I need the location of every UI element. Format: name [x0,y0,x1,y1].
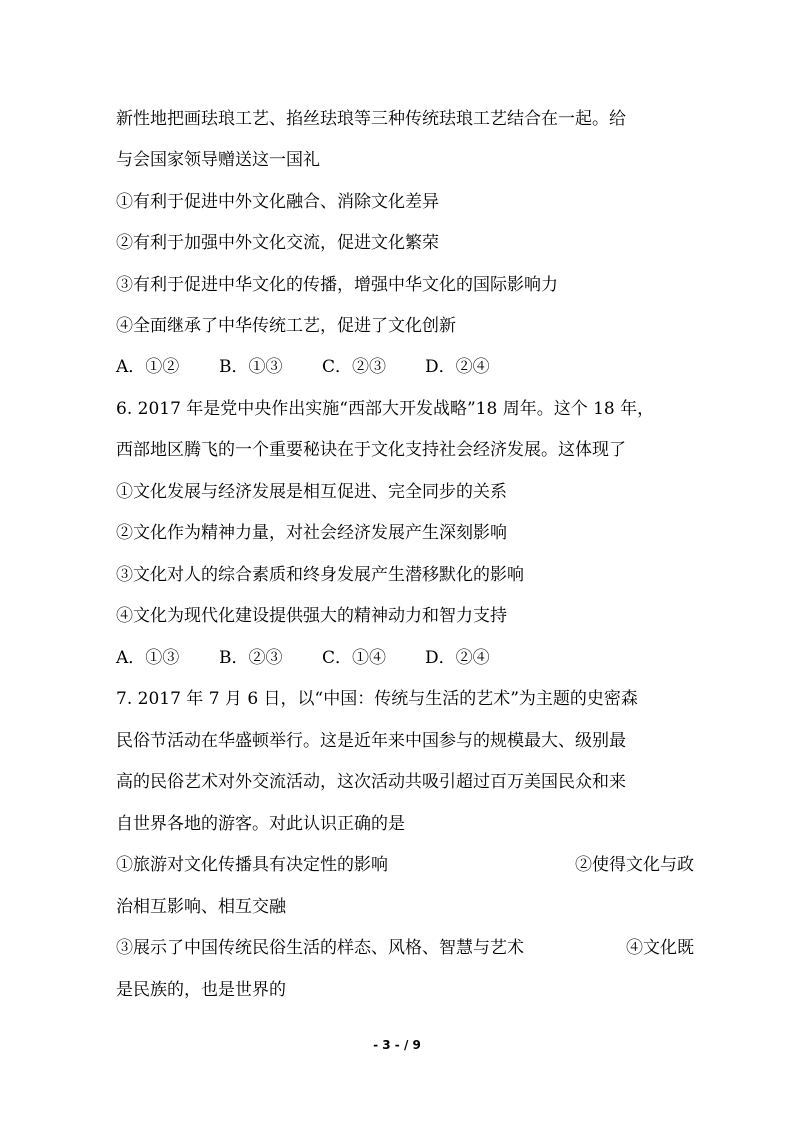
statement-3: ③有利于促进中华文化的传播，增强中华文化的国际影响力 [116,275,558,295]
page-number: - 3 - / 9 [373,1038,421,1052]
statement-4: ④全面继承了中华传统工艺，促进了文化创新 [116,316,456,336]
answer-options [116,646,490,670]
answer-options [116,355,490,379]
option-d: D．②④ [425,357,490,377]
option-b: B．①③ [219,357,283,377]
statement-3: ③文化对人的综合素质和终身发展产生潜移默化的影响 [116,565,524,585]
statement-2: ②有利于加强中外文化交流，促进文化繁荣 [116,233,439,253]
statement-2: ②文化作为精神力量，对社会经济发展产生深刻影响 [116,523,507,543]
option-a: A．①② [116,357,180,377]
option-b: B．②③ [219,648,283,668]
statement-1: ①文化发展与经济发展是相互促进、完全同步的关系 [116,482,507,502]
text-line: 西部地区腾飞的一个重要秘诀在于文化支持社会经济发展。这体现了 [116,440,626,460]
statement-2: ②使得文化与政 [575,855,694,875]
text-line: 与会国家领导赠送这一国礼 [116,150,320,170]
option-d: D．②④ [425,648,490,668]
statement-row-1 [116,853,694,877]
statement-2-continued: 治相互影响、相互交融 [116,897,286,917]
option-c: C．①④ [322,648,387,668]
statement-4-continued: 是民族的，也是世界的 [116,980,286,1000]
text-line: 民俗节活动在华盛顿举行。这是近年来中国参与的规模最大、级别最 [116,731,626,751]
statement-4: ④文化既 [626,938,694,958]
statement-1: ①旅游对文化传播具有决定性的影响 [116,855,388,875]
option-c: C．②③ [322,357,387,377]
text-line: 自世界各地的游客。对此认识正确的是 [116,814,405,834]
statement-4: ④文化为现代化建设提供强大的精神动力和智力支持 [116,606,507,626]
statement-3: ③展示了中国传统民俗生活的样态、风格、智慧与艺术 [116,938,524,958]
text-line: 新性地把画珐琅工艺、掐丝珐琅等三种传统珐琅工艺结合在一起。给 [116,109,626,129]
text-line: 高的民俗艺术对外交流活动，这次活动共吸引超过百万美国民众和来 [116,772,626,792]
statement-1: ①有利于促进中外文化融合、消除文化差异 [116,192,439,212]
question-6-stem: 6. 2017 年是党中央作出实施“西部大开发战略”18 周年。这个 18 年， [116,399,655,419]
question-7-stem: 7. 2017 年 7 月 6 日，以“中国：传统与生活的艺术”为主题的史密森 [116,689,638,709]
option-a: A．①③ [116,648,180,668]
statement-row-2 [116,936,694,960]
